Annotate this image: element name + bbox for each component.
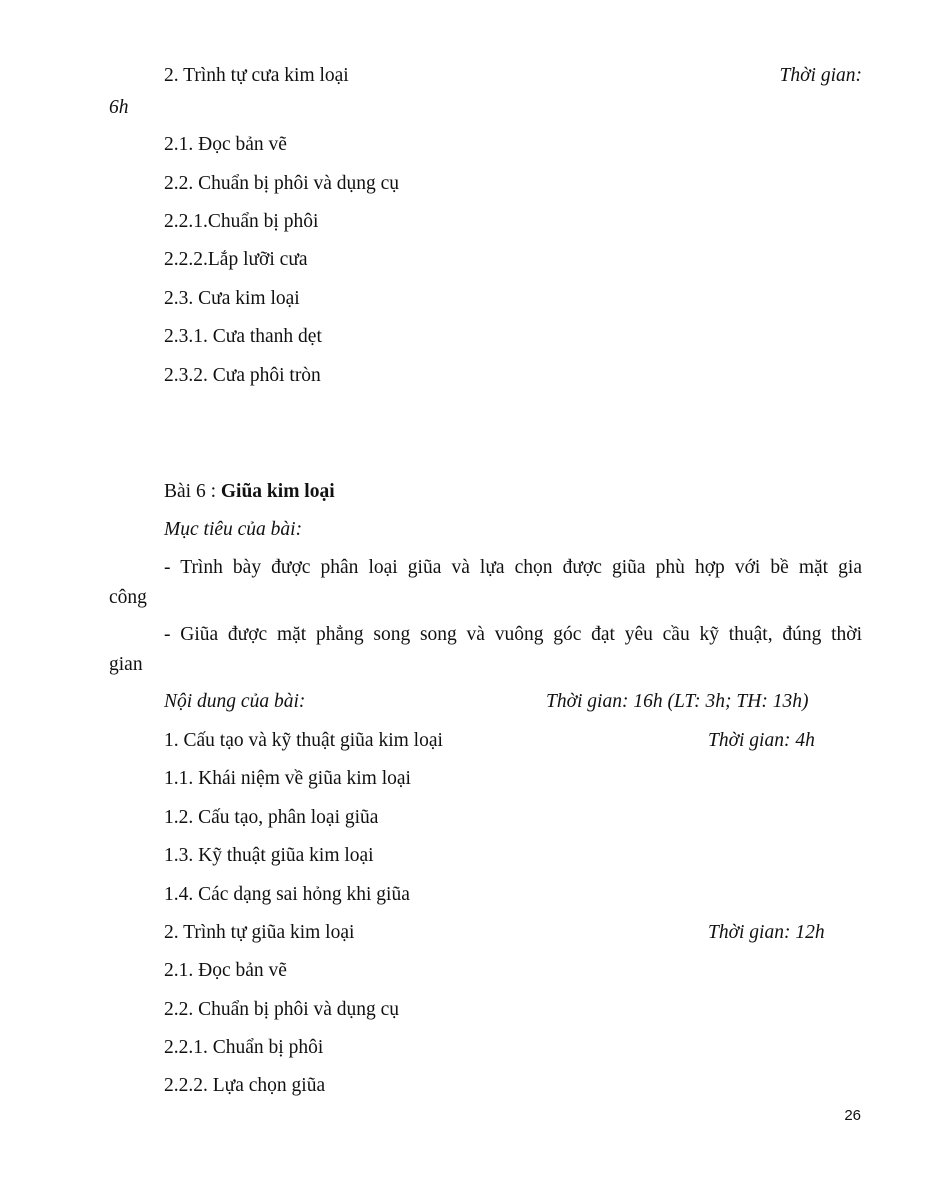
- list-item: 1.1. Khái niệm về giũa kim loại: [164, 768, 411, 789]
- part-1-time: Thời gian: 4h: [708, 730, 815, 751]
- lesson-title-name: Giũa kim loại: [220, 481, 335, 502]
- part-2-time: Thời gian: 12h: [708, 922, 825, 943]
- content-label: Nội dung của bài:: [164, 691, 306, 712]
- part-1-heading: 1. Cấu tạo và kỹ thuật giũa kim loại: [164, 730, 443, 751]
- list-item: 2.1. Đọc bản vẽ: [164, 134, 287, 155]
- section-time-label: Thời gian:: [779, 65, 862, 86]
- objective-1-line-1: - Trình bày được phân loại giũa và lựa chọn được giũa phù hợp với bề mặt gia: [164, 557, 862, 578]
- list-item: 2.3.1. Cưa thanh dẹt: [164, 326, 322, 347]
- content-time: Thời gian: 16h (LT: 3h; TH: 13h): [546, 691, 809, 712]
- list-item: 2.3.2. Cưa phôi tròn: [164, 365, 321, 386]
- part-2-heading: 2. Trình tự giũa kim loại: [164, 922, 355, 943]
- lesson-title-prefix: Bài 6 :: [164, 481, 221, 502]
- list-item: 2.2. Chuẩn bị phôi và dụng cụ: [164, 999, 400, 1020]
- list-item: 2.1. Đọc bản vẽ: [164, 960, 287, 981]
- section-heading: 2. Trình tự cưa kim loại: [164, 65, 349, 86]
- list-item: 2.3. Cưa kim loại: [164, 288, 300, 309]
- objective-1-line-2: công: [109, 587, 147, 608]
- objective-2-line-2: gian: [109, 654, 143, 675]
- list-item: 1.2. Cấu tạo, phân loại giũa: [164, 807, 379, 828]
- list-item: 2.2.2. Lựa chọn giũa: [164, 1075, 326, 1096]
- list-item: 1.3. Kỹ thuật giũa kim loại: [164, 845, 374, 866]
- section-time-value: 6h: [109, 97, 129, 118]
- list-item: 1.4. Các dạng sai hỏng khi giũa: [164, 884, 410, 905]
- objectives-label: Mục tiêu của bài:: [164, 519, 303, 540]
- list-item: 2.2. Chuẩn bị phôi và dụng cụ: [164, 173, 400, 194]
- page-number: 26: [844, 1107, 861, 1124]
- list-item: 2.2.1.Chuẩn bị phôi: [164, 211, 319, 232]
- objective-2-line-1: - Giũa được mặt phẳng song song và vuông góc đạt yêu cầu kỹ thuật, đúng thời: [164, 624, 862, 645]
- lesson-title: [164, 480, 335, 504]
- list-item: 2.2.1. Chuẩn bị phôi: [164, 1037, 324, 1058]
- list-item: 2.2.2.Lắp lưỡi cưa: [164, 249, 308, 270]
